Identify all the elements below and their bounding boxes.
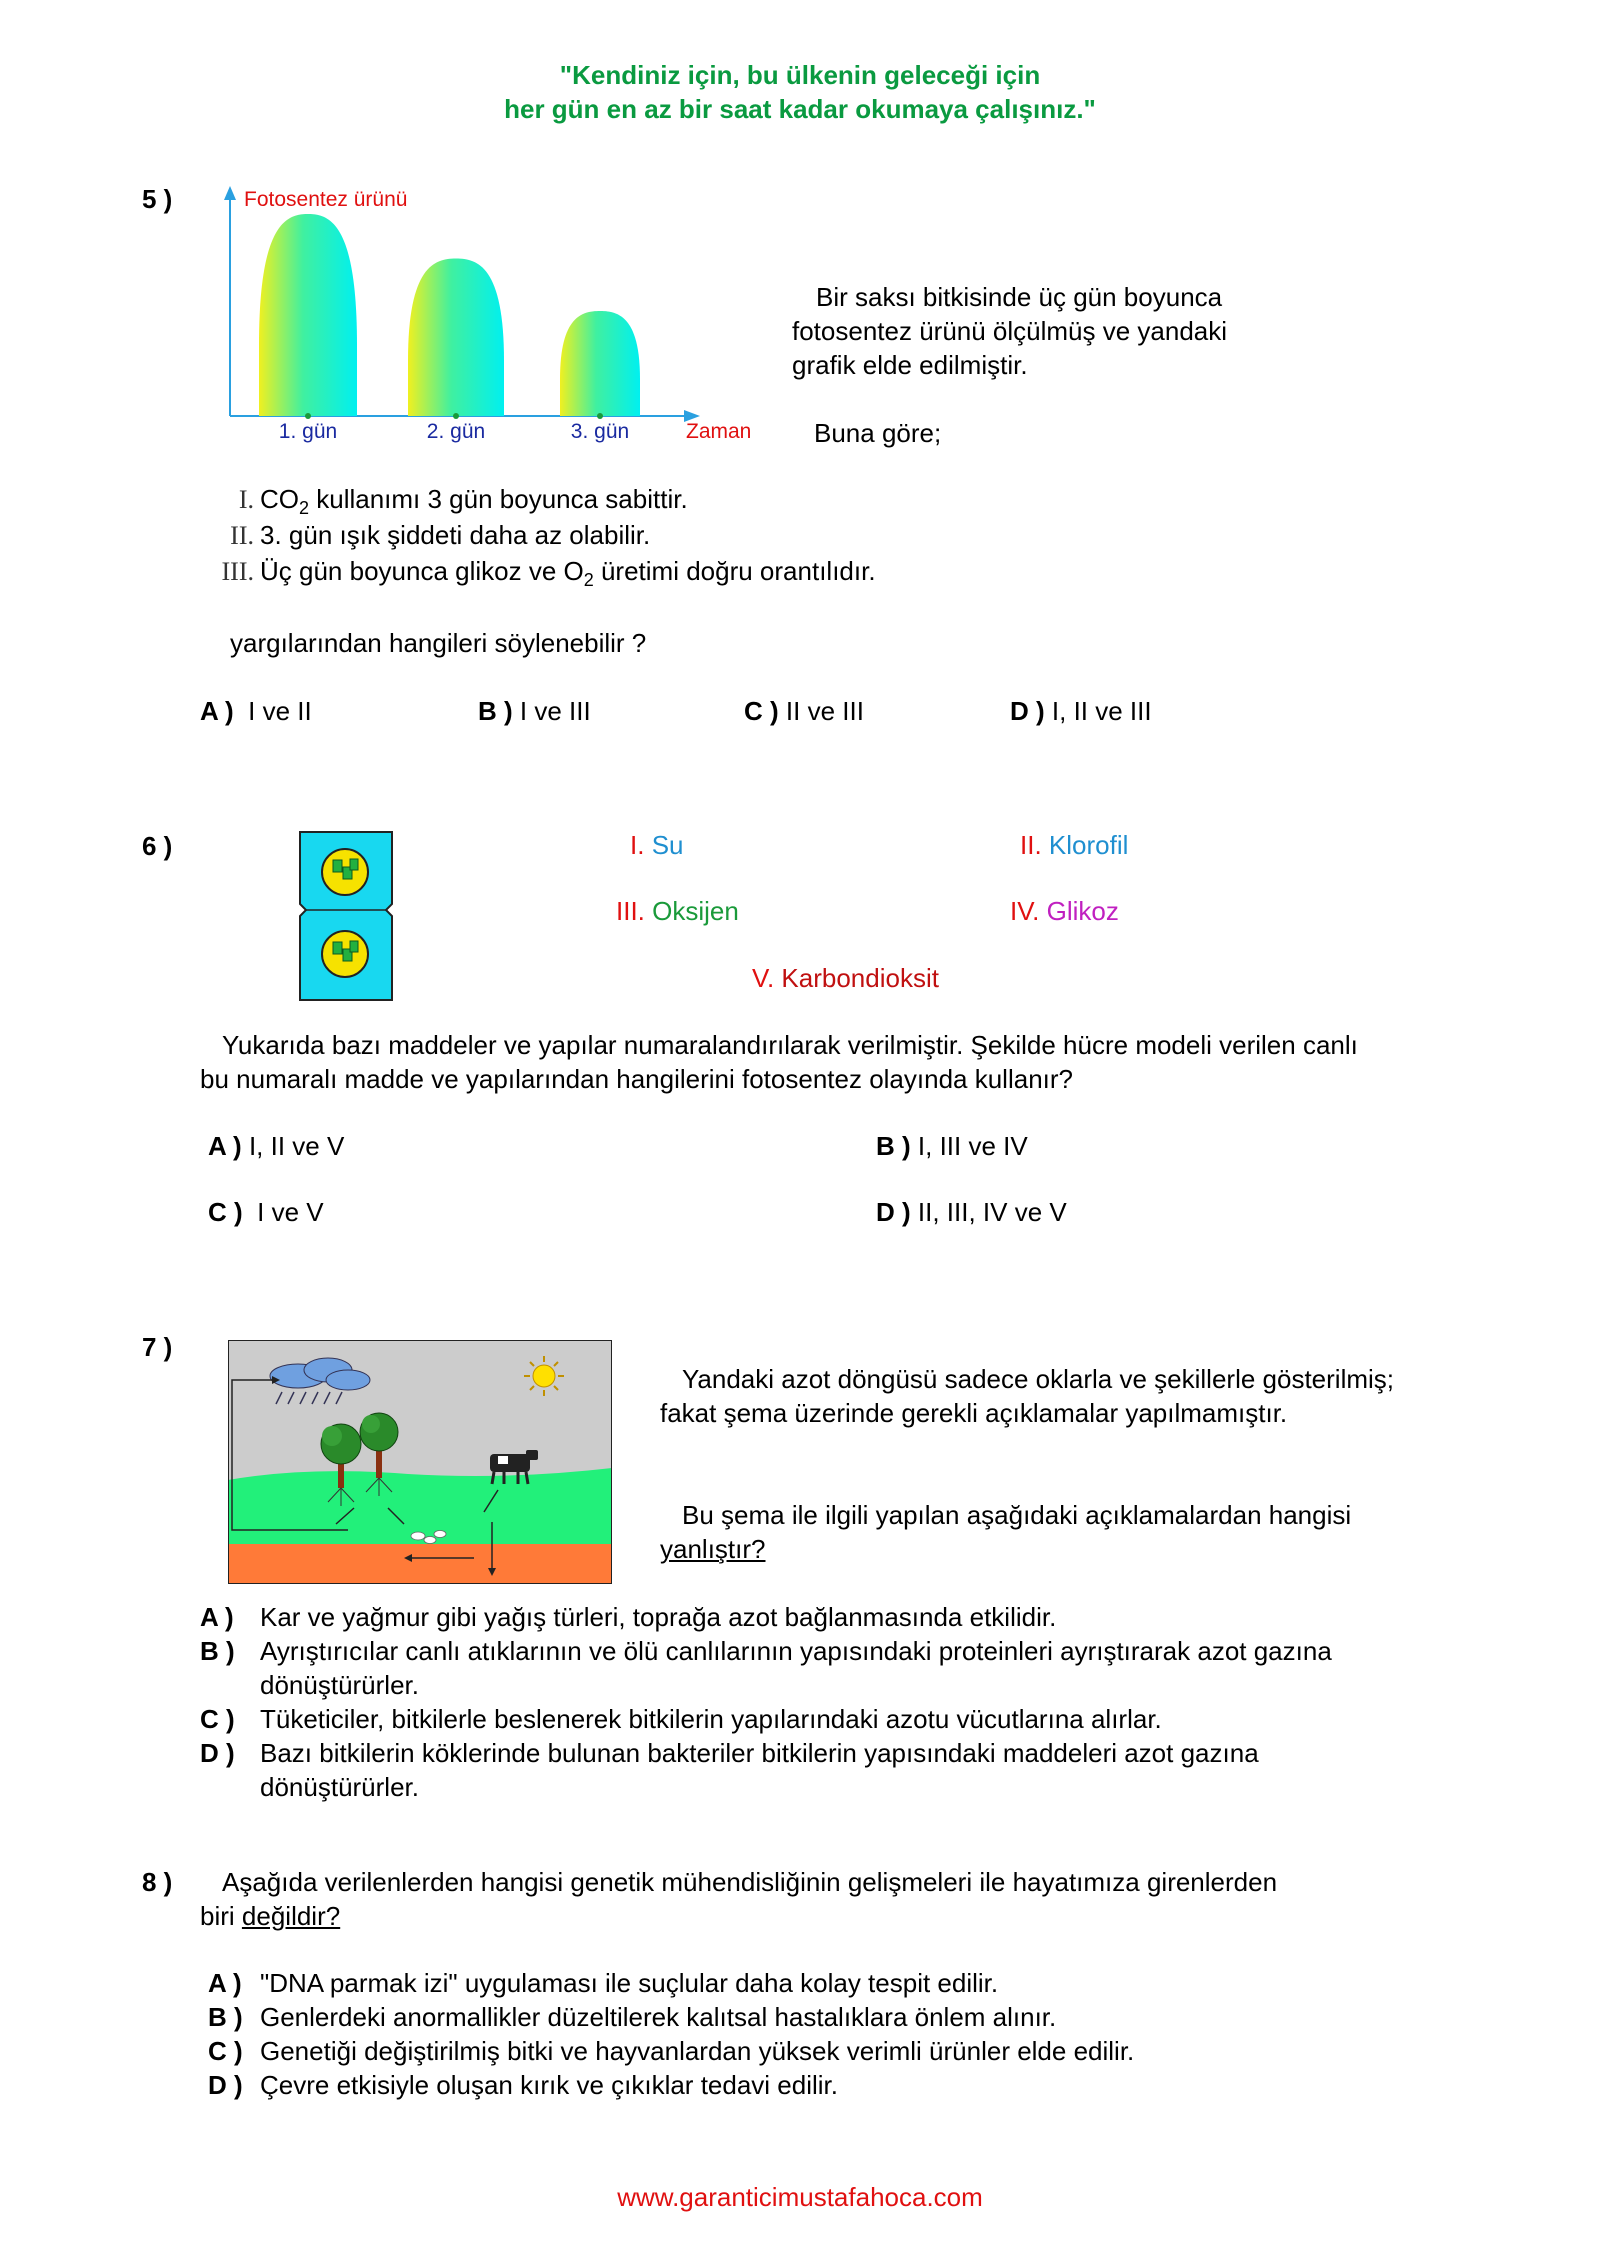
footer-website-link[interactable]: www.garanticimustafahoca.com (617, 2182, 983, 2212)
item-label: Klorofil (1048, 830, 1129, 860)
item-numeral: III. (616, 896, 645, 926)
q5-option-c[interactable] (744, 694, 864, 728)
q7-option-a[interactable] (200, 1600, 1332, 1634)
q8-text-underlined: değildir? (241, 1901, 341, 1931)
item-numeral: V. (752, 963, 775, 993)
x-tick-label: 2. gün (426, 420, 486, 443)
statement-numeral: I. (238, 485, 254, 514)
option-text: Ayrıştırıcılar canlı atıklarının ve ölü canlılarının yapısındaki proteinleri ayrıştırarak azot gazına (260, 1636, 1332, 1666)
option-letter: B ) (876, 1131, 911, 1161)
q5-option-a[interactable] (200, 694, 312, 728)
q5-statement-2 (150, 518, 876, 554)
option-text: II, III, IV ve V (917, 1197, 1067, 1227)
q7-text-1 (660, 1362, 1394, 1430)
option-text: I, III ve IV (917, 1131, 1028, 1161)
chloroplast-cell-bottom (322, 931, 368, 977)
q5-description-line-2: fotosentez ürünü ölçülmüş ve yandaki (792, 316, 1228, 346)
option-text: I ve III (519, 696, 591, 726)
q5-question: yargılarından hangileri söylenebilir ? (230, 628, 647, 658)
q8-option-d[interactable] (208, 2068, 1134, 2102)
motto-line-2: her gün en az bir saat kadar okumaya çalışınız." (504, 94, 1096, 124)
subscript: 2 (583, 570, 594, 591)
option-text: II ve III (785, 696, 864, 726)
question-8-number: 8 ) (142, 1867, 173, 1897)
q7-text-1-line-1: Yandaki azot döngüsü sadece oklarla ve şekillerle gösterilmiş; (682, 1364, 1395, 1394)
q7-option-d[interactable] (200, 1736, 1332, 1804)
photosynthesis-chart (210, 180, 770, 460)
item-numeral: I. (630, 830, 645, 860)
q6-item-1 (630, 828, 684, 862)
option-letter: B ) (478, 696, 513, 726)
option-text: dönüştürürler. (260, 1772, 419, 1802)
option-letter: A ) (200, 1602, 234, 1632)
q8-text (200, 1865, 1277, 1933)
option-text: Çevre etkisiyle oluşan kırık ve çıkıklar tedavi edilir. (260, 2070, 838, 2100)
option-letter: D ) (200, 1738, 235, 1768)
option-text: I, II ve III (1051, 696, 1152, 726)
option-letter: D ) (208, 2070, 243, 2100)
option-text: Genlerdeki anormallikler düzeltilerek kalıtsal hastalıklara önlem alınır. (260, 2002, 1057, 2032)
q7-text-1-line-2: fakat şema üzerinde gerekli açıklamalar yapılmamıştır. (660, 1398, 1288, 1428)
q8-text-line-1: Aşağıda verilenlerden hangisi genetik mühendisliğinin gelişmeleri ile hayatımıza girenlerden (222, 1867, 1278, 1897)
chart-area-day-3 (560, 311, 640, 416)
soil-layer (228, 1544, 612, 1584)
q8-options (208, 1966, 1134, 2102)
option-letter: C ) (200, 1704, 235, 1734)
item-numeral: II. (1020, 830, 1042, 860)
option-text: I ve V (257, 1197, 324, 1227)
q6-item-5 (752, 961, 939, 995)
item-label: Karbondioksit (781, 963, 939, 993)
statement-numeral: II. (230, 521, 254, 550)
q6-option-a[interactable] (208, 1129, 344, 1163)
chart-area-day-1 (259, 214, 357, 416)
q5-statement-1 (150, 482, 876, 518)
question-5-number: 5 ) (142, 184, 173, 214)
q7-option-b[interactable] (200, 1634, 1332, 1702)
q8-text-prefix: biri (200, 1901, 242, 1931)
x-tick-marker (597, 413, 603, 419)
q6-item-3 (616, 894, 739, 928)
q5-lead: Buna göre; (814, 418, 942, 448)
q5-description (792, 280, 1227, 382)
question-6-number: 6 ) (142, 831, 173, 861)
y-axis-label: Fotosentez ürünü (244, 188, 408, 211)
sun-icon (524, 1356, 564, 1396)
option-text: Genetiği değiştirilmiş bitki ve hayvanlardan yüksek verimli ürünler elde edilir. (260, 2036, 1135, 2066)
statement-text: CO (260, 484, 299, 514)
q8-text-line-2 (200, 1899, 1277, 1933)
x-tick-label: 3. gün (570, 420, 630, 443)
option-letter: C ) (744, 696, 779, 726)
q8-option-b[interactable] (208, 2000, 1134, 2034)
option-text: dönüştürürler. (260, 1670, 419, 1700)
q5-statements (150, 482, 876, 590)
q7-option-c[interactable] (200, 1702, 1332, 1736)
item-numeral: IV. (1010, 896, 1040, 926)
q5-statement-3 (150, 554, 876, 590)
q7-text-2 (660, 1498, 1351, 1566)
subscript: 2 (299, 498, 310, 519)
item-label: Glikoz (1046, 896, 1119, 926)
q5-description-line-3: grafik elde edilmiştir. (792, 350, 1028, 380)
option-letter: B ) (200, 1636, 235, 1666)
q5-description-line-1: Bir saksı bitkisinde üç gün boyunca (816, 282, 1223, 312)
x-tick-label: 1. gün (278, 420, 338, 443)
q7-text-2-underlined: yanlıştır? (660, 1534, 766, 1564)
statement-text: 3. gün ışık şiddeti daha az olabilir. (260, 520, 651, 550)
q7-options (200, 1600, 1332, 1804)
option-text: I ve II (248, 696, 312, 726)
item-label: Su (651, 830, 684, 860)
q6-option-b[interactable] (876, 1129, 1028, 1163)
item-label: Oksijen (652, 896, 739, 926)
x-tick-marker (305, 413, 311, 419)
q6-item-4 (1010, 894, 1119, 928)
statement-numeral: III. (221, 557, 254, 586)
option-letter: A ) (208, 1131, 242, 1161)
option-letter: A ) (208, 1968, 242, 1998)
x-tick-marker (453, 413, 459, 419)
q5-option-d[interactable] (1010, 694, 1152, 728)
statement-text: üretimi doğru orantılıdır. (593, 556, 876, 586)
plant-cell-illustration (298, 830, 398, 1004)
option-text: Tüketiciler, bitkilerle beslenerek bitkilerin yapılarındaki azotu vücutlarına alırlar. (260, 1704, 1162, 1734)
option-letter: C ) (208, 1197, 243, 1227)
nitrogen-cycle-diagram (228, 1340, 612, 1584)
option-text: "DNA parmak izi" uygulaması ile suçlular daha kolay tespit edilir. (260, 1968, 999, 1998)
statement-text: Üç gün boyunca glikoz ve O (260, 556, 584, 586)
q5-option-b[interactable] (478, 694, 591, 728)
chart-area-day-2 (408, 258, 504, 416)
q6-text (200, 1028, 1358, 1096)
q7-text-2-line-1: Bu şema ile ilgili yapılan aşağıdaki açıklamalardan hangisi (682, 1500, 1352, 1530)
option-text: Kar ve yağmur gibi yağış türleri, toprağa azot bağlanmasında etkilidir. (260, 1602, 1057, 1632)
motto-line-1: "Kendiniz için, bu ülkenin geleceği için (559, 60, 1041, 90)
option-text: I, II ve V (248, 1131, 345, 1161)
q6-text-line-2: bu numaralı madde ve yapılarından hangilerini fotosentez olayında kullanır? (200, 1064, 1073, 1094)
q8-option-c[interactable] (208, 2034, 1134, 2068)
question-7-number: 7 ) (142, 1332, 173, 1362)
q8-option-a[interactable] (208, 1966, 1134, 2000)
option-text: Bazı bitkilerin köklerinde bulunan bakteriler bitkilerin yapısındaki maddeleri azot gazına (260, 1738, 1259, 1768)
option-letter: D ) (876, 1197, 911, 1227)
chloroplast-cell-top (322, 849, 368, 895)
option-letter: D ) (1010, 696, 1045, 726)
q6-option-d[interactable] (876, 1195, 1067, 1229)
q6-text-line-1: Yukarıda bazı maddeler ve yapılar numaralandırılarak verilmiştir. Şekilde hücre modeli verilen canlı (222, 1030, 1358, 1060)
q6-option-c[interactable] (208, 1195, 324, 1229)
x-axis-label: Zaman (686, 420, 752, 443)
option-letter: A ) (200, 696, 234, 726)
statement-text: kullanımı 3 gün boyunca sabittir. (309, 484, 688, 514)
option-letter: B ) (208, 2002, 243, 2032)
q6-item-2 (1020, 828, 1128, 862)
y-axis-arrow (224, 186, 236, 200)
option-letter: C ) (208, 2036, 243, 2066)
